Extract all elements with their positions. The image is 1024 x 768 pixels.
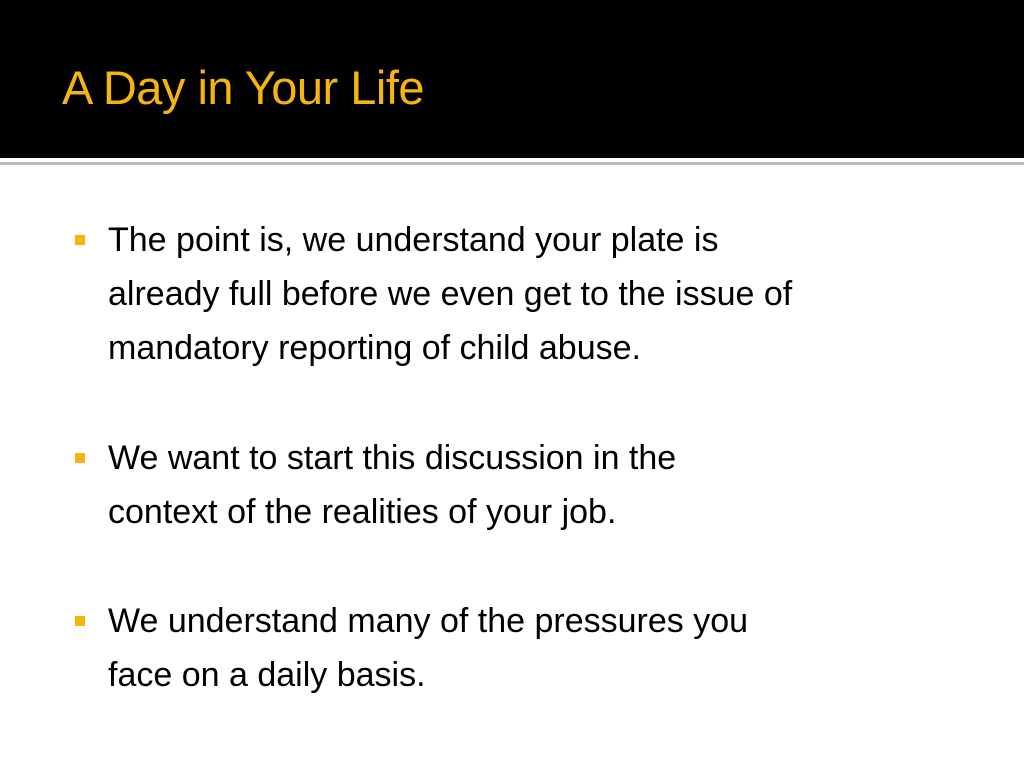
bullet-item xyxy=(108,213,988,375)
square-bullet-icon xyxy=(75,235,85,245)
bullet-item xyxy=(108,431,988,539)
bullet-text: We understand many of the pressures you face on a daily basis. xyxy=(108,602,749,694)
square-bullet-icon xyxy=(75,453,85,463)
slide-title: A Day in Your Life xyxy=(62,61,425,114)
square-bullet-icon xyxy=(75,616,85,626)
bullet-text: We want to start this discussion in the context of the realities of your job. xyxy=(108,439,677,531)
bullet-item xyxy=(108,594,988,702)
bullet-text: The point is, we understand your plate is already full before we even get to the issue of mandatory reporting of child abuse. xyxy=(108,221,793,367)
